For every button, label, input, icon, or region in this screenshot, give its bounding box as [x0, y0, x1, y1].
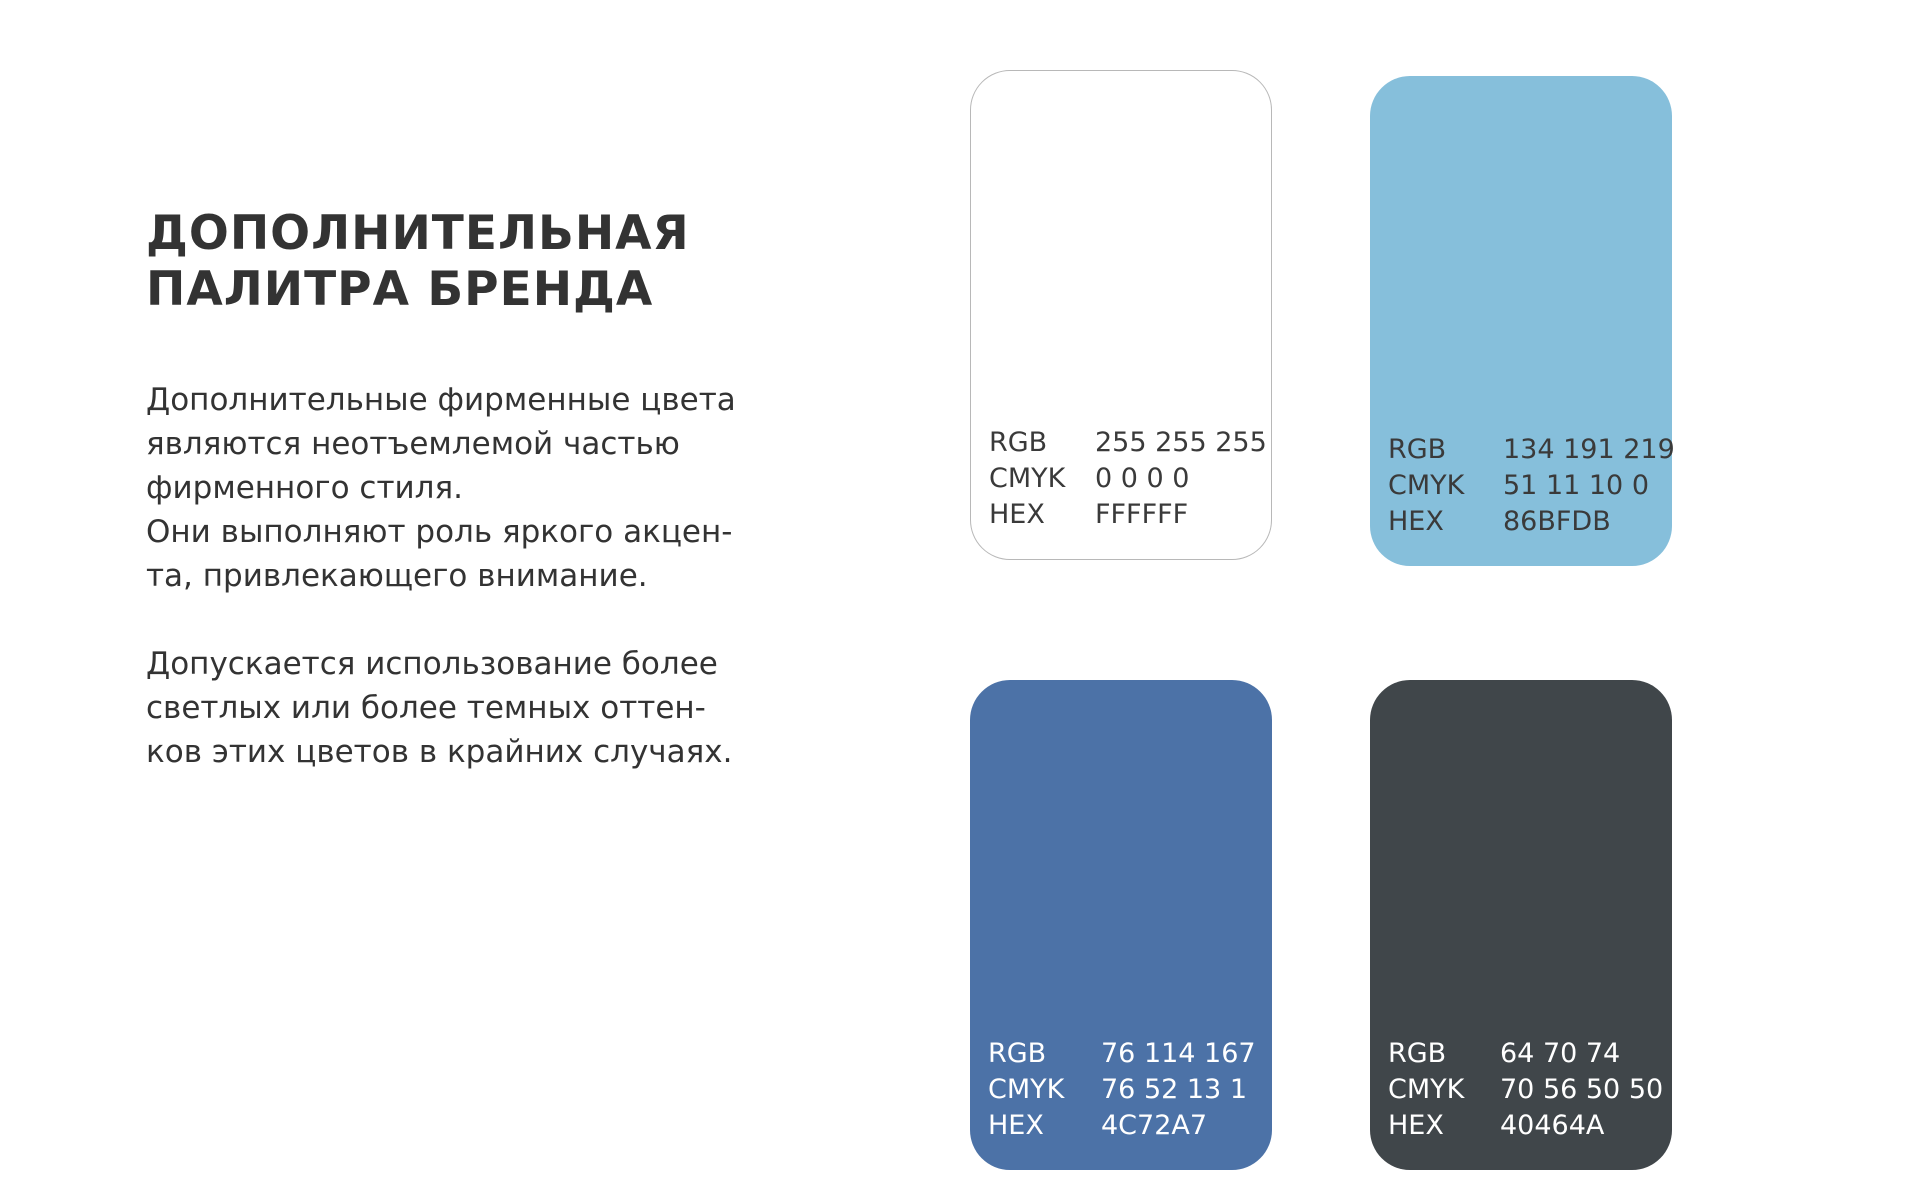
cmyk-value: 76 52 13 1 — [1101, 1074, 1247, 1105]
text-line: Дополнительные фирменные цвета — [146, 382, 736, 418]
page-title — [146, 206, 706, 318]
hex-label: HEX — [1388, 1110, 1444, 1141]
page-title-line-2: ПАЛИТРА БРЕНДА — [146, 262, 654, 317]
cmyk-value: 70 56 50 50 — [1500, 1074, 1664, 1105]
description — [146, 378, 786, 818]
cmyk-label: CMYK — [989, 463, 1066, 494]
rgb-value: 76 114 167 — [1101, 1038, 1256, 1069]
cmyk-row — [988, 1072, 1256, 1108]
rgb-label: RGB — [988, 1038, 1047, 1069]
hex-label: HEX — [988, 1110, 1044, 1141]
rgb-value: 134 191 219 — [1503, 434, 1675, 465]
hex-row — [988, 1108, 1256, 1144]
cmyk-label: CMYK — [1388, 470, 1465, 501]
text-line: Допускается использование более — [146, 646, 718, 682]
text-line: ков этих цветов в крайних случаях. — [146, 734, 733, 770]
cmyk-value: 51 11 10 0 — [1503, 470, 1649, 501]
color-swatch-light-blue — [1370, 76, 1675, 566]
cmyk-label: CMYK — [988, 1074, 1065, 1105]
text-line: являются неотъемлемой частью — [146, 426, 680, 462]
hex-row — [989, 497, 1267, 533]
color-swatch-white — [970, 70, 1272, 560]
page-title-line-1: ДОПОЛНИТЕЛЬНАЯ — [146, 206, 690, 261]
cmyk-row — [1388, 468, 1675, 504]
hex-value: 40464A — [1500, 1110, 1605, 1141]
color-swatch-dark-gray — [1370, 680, 1672, 1170]
cmyk-label: CMYK — [1388, 1074, 1465, 1105]
hex-label: HEX — [1388, 506, 1444, 537]
hex-label: HEX — [989, 499, 1045, 530]
rgb-row — [988, 1036, 1256, 1072]
rgb-label: RGB — [1388, 434, 1447, 465]
rgb-row — [1388, 432, 1675, 468]
rgb-label: RGB — [989, 427, 1048, 458]
rgb-label: RGB — [1388, 1038, 1447, 1069]
description-paragraph-2 — [146, 642, 786, 774]
color-swatch-blue — [970, 680, 1272, 1170]
rgb-value: 255 255 255 — [1095, 427, 1267, 458]
rgb-row — [1388, 1036, 1663, 1072]
color-specs — [1388, 432, 1675, 540]
cmyk-row — [1388, 1072, 1663, 1108]
rgb-value: 64 70 74 — [1500, 1038, 1621, 1069]
hex-value: FFFFFF — [1095, 499, 1189, 530]
hex-value: 4C72A7 — [1101, 1110, 1208, 1141]
description-paragraph-1 — [146, 378, 786, 598]
cmyk-value: 0 0 0 0 — [1095, 463, 1190, 494]
text-line: Они выполняют роль яркого акцен- — [146, 514, 733, 550]
hex-value: 86BFDB — [1503, 506, 1611, 537]
color-specs — [988, 1036, 1256, 1144]
text-line: та, привлекающего внимание. — [146, 558, 648, 594]
hex-row — [1388, 504, 1675, 540]
color-specs — [989, 425, 1267, 533]
hex-row — [1388, 1108, 1663, 1144]
cmyk-row — [989, 461, 1267, 497]
text-line: светлых или более темных оттен- — [146, 690, 706, 726]
rgb-row — [989, 425, 1267, 461]
text-line: фирменного стиля. — [146, 470, 463, 506]
color-specs — [1388, 1036, 1663, 1144]
